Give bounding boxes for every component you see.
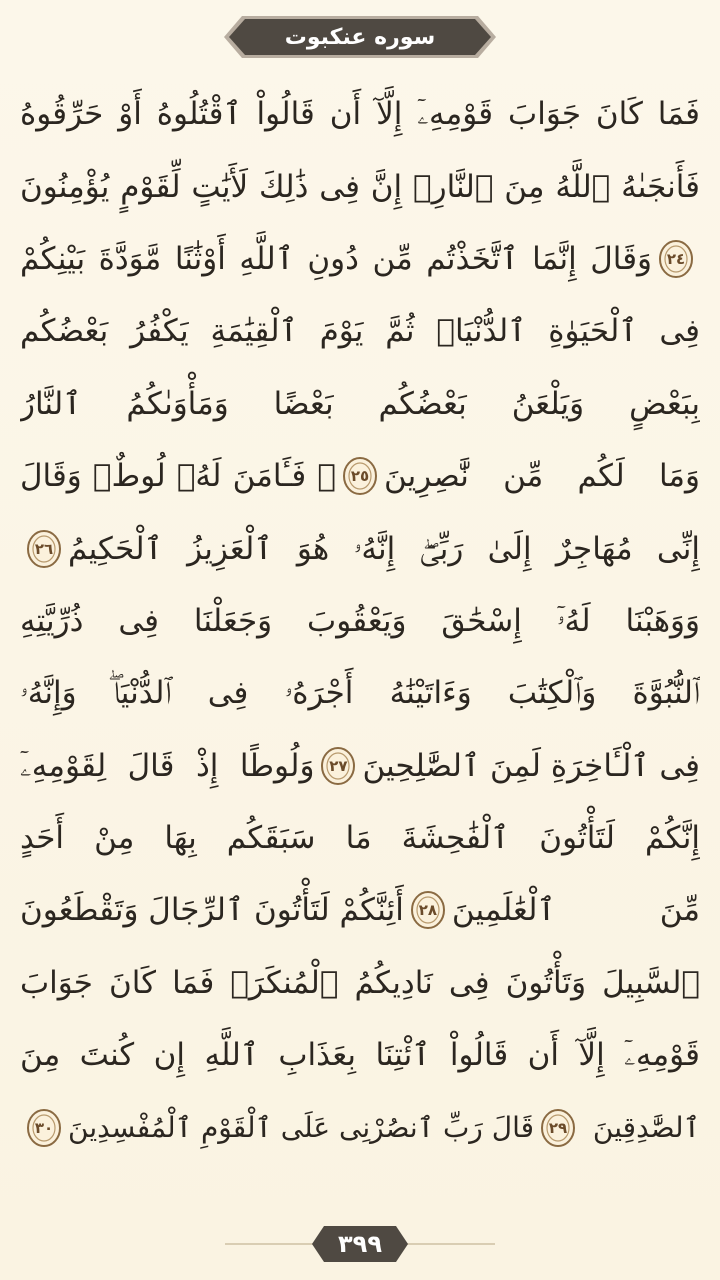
ayah-number: ٢٥ [350,467,370,486]
ayah-number: ٢٧ [329,756,348,775]
verse-text: مِّنَ ٱلْعَٰلَمِينَ [451,892,700,929]
text-line [20,802,700,874]
text-line [20,585,700,657]
text-line [20,150,700,222]
page-number: ٣٩٩ [338,1230,382,1258]
text-line [20,223,700,295]
text-line [20,1091,700,1163]
verse-text: ٱلسَّبِيلَ وَتَأْتُونَ فِى نَادِيكُمُ ٱلْمُنكَرَۖ فَمَا كَانَ جَوَابَ [20,964,700,1001]
verse-text: وَوَهَبْنَا لَهُۥٓ إِسْحَٰقَ وَيَعْقُوبَ وَجَعَلْنَا فِى ذُرِّيَّتِهِ [20,602,700,639]
verse-text: وَمَا لَكُم مِّن نَّٰصِرِينَ [384,458,700,495]
text-line [20,78,700,150]
text-line [20,295,700,367]
verse-text: ۞ فَـَٔامَنَ لَهُۥ لُوطٌۘ وَقَالَ [20,458,336,495]
ayah-end-marker-icon [342,456,378,496]
page-footer [0,1222,720,1266]
ayah-end-marker-icon [658,239,694,279]
verse-text: قَوْمِهِۦٓ إِلَّآ أَن قَالُواْ ٱئْتِنَا بِعَذَابِ ٱللَّهِ إِن كُنتَ مِنَ [20,1037,700,1074]
verse-text: إِنِّى مُهَاجِرٌ إِلَىٰ رَبِّىٓۖ إِنَّهُۥ هُوَ ٱلْعَزِيزُ ٱلْحَكِيمُ [68,530,700,567]
surah-header-banner [220,12,500,62]
text-line [20,512,700,584]
verse-text: بِبَعْضٍ وَيَلْعَنُ بَعْضُكُم بَعْضًا وَمَأْوَىٰكُمُ ٱلنَّارُ [20,385,700,422]
ayah-number: ٢٩ [548,1118,568,1137]
verse-text: وَقَالَ إِنَّمَا ٱتَّخَذْتُم مِّن دُونِ ٱللَّهِ أَوْثَٰنًا مَّوَدَّةَ بَيْنِكُمْ [20,240,652,277]
verse-text: قَالَ رَبِّ ٱنصُرْنِى عَلَى ٱلْقَوْمِ ٱلْمُفْسِدِينَ [68,1110,534,1144]
text-line [20,730,700,802]
page-number-badge [310,1222,410,1266]
quran-text-block [20,78,700,1164]
text-line [20,440,700,512]
ayah-end-marker-icon [26,1108,62,1148]
ayah-end-marker-icon [410,890,446,930]
footer-divider-right [400,1243,495,1245]
text-line [20,1019,700,1091]
ayah-number: ٢٨ [418,901,438,920]
verse-text: فِى ٱلْحَيَوٰةِ ٱلدُّنْيَاۖ ثُمَّ يَوْمَ ٱلْقِيَٰمَةِ يَكْفُرُ بَعْضُكُم [20,313,700,350]
ayah-end-marker-icon [540,1108,576,1148]
ayah-number: ٣٠ [34,1118,54,1137]
text-line [20,947,700,1019]
verse-text: وَلُوطًا إِذْ قَالَ لِقَوْمِهِۦٓ [20,747,315,784]
text-line [20,874,700,946]
text-line [20,657,700,729]
text-line [20,368,700,440]
verse-text: أَئِنَّكُمْ لَتَأْتُونَ ٱلرِّجَالَ وَتَقْطَعُونَ [20,892,404,929]
verse-text: ٱلصَّٰدِقِينَ [592,1110,700,1144]
ayah-number: ٢٤ [666,249,686,268]
ayah-end-marker-icon [26,529,62,569]
ayah-number: ٢٦ [34,539,54,558]
surah-title: سوره عنکبوت [284,24,436,50]
footer-divider-left [225,1243,320,1245]
verse-text: ٱلنُّبُوَّةَ وَٱلْكِتَٰبَ وَءَاتَيْنَٰهُ أَجْرَهُۥ فِى ٱلدُّنْيَاۖ وَإِنَّهُۥ [20,675,700,712]
verse-text: فَأَنجَىٰهُ ٱللَّهُ مِنَ ٱلنَّارِۚ إِنَّ فِى ذَٰلِكَ لَأَيَٰتٍ لِّقَوْمٍ يُؤْمِنُونَ [20,168,700,205]
verse-text: إِنَّكُمْ لَتَأْتُونَ ٱلْفَٰحِشَةَ مَا سَبَقَكُم بِهَا مِنْ أَحَدٍ [20,820,700,857]
ayah-end-marker-icon [320,746,356,786]
verse-text: فِى ٱلْـَٔاخِرَةِ لَمِنَ ٱلصَّٰلِحِينَ [362,747,700,784]
verse-text: فَمَا كَانَ جَوَابَ قَوْمِهِۦٓ إِلَّآ أَن قَالُواْ ٱقْتُلُوهُ أَوْ حَرِّقُوهُ [20,96,700,133]
